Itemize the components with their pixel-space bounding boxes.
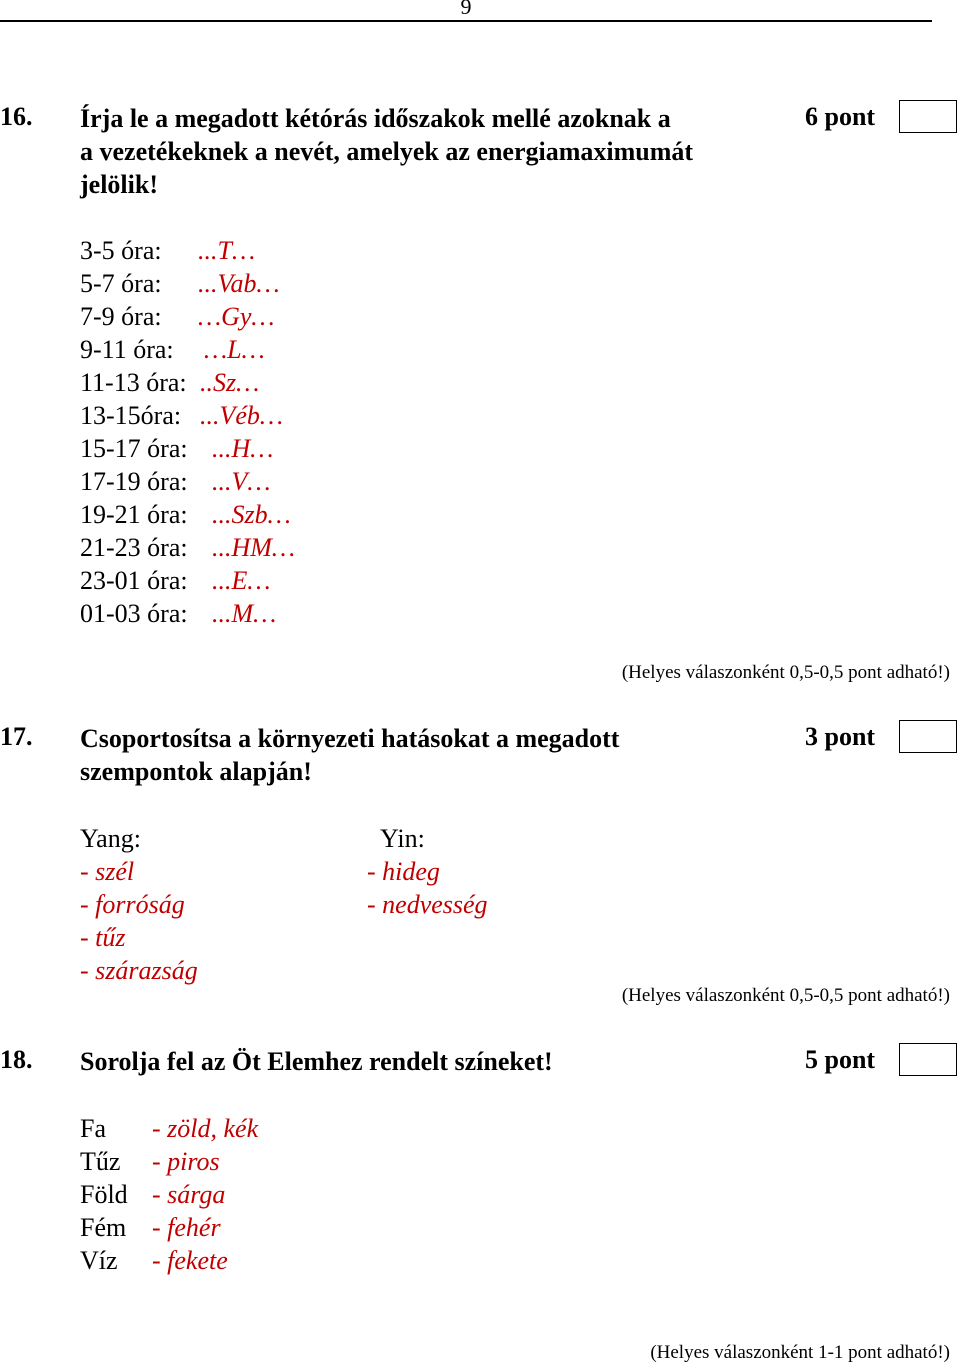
- row-label: 01-03 óra:: [80, 599, 188, 628]
- list-item: - szárazság: [80, 956, 198, 985]
- q16-text-line-1: Írja le a megadott kétórás időszakok mellé azoknak a: [80, 104, 671, 133]
- list-item: - hideg: [367, 857, 440, 886]
- q17-points: 3 pont: [805, 722, 876, 751]
- q18-score-box[interactable]: [899, 1043, 957, 1076]
- list-item: [80, 267, 295, 300]
- row-label: Tűz: [80, 1147, 121, 1176]
- q18-points: 5 pont: [805, 1045, 876, 1074]
- q17-number: 17.: [0, 722, 33, 751]
- list-item: [80, 1178, 258, 1211]
- row-label: 13-15óra:: [80, 401, 182, 430]
- row-answer: ...Szb…: [212, 500, 291, 529]
- list-item: - szél: [80, 857, 135, 886]
- row-label: 11-13 óra:: [80, 368, 187, 397]
- row-label: 9-11 óra:: [80, 335, 174, 364]
- q16-text-line-3: jelölik!: [80, 170, 158, 199]
- row-answer: …Gy…: [198, 302, 275, 331]
- page-number: 9: [460, 0, 472, 19]
- row-label: 5-7 óra:: [80, 269, 162, 298]
- q17-text-line-1: Csoportosítsa a környezeti hatásokat a megadott: [80, 724, 620, 753]
- list-item: [80, 564, 295, 597]
- list-item: [80, 1112, 258, 1145]
- list-item: [80, 1211, 258, 1244]
- q17-text: [80, 722, 619, 788]
- list-item: - tűz: [80, 923, 126, 952]
- list-item: - nedvesség: [367, 890, 488, 919]
- row-label: Víz: [80, 1246, 118, 1275]
- row-answer: - sárga: [152, 1180, 226, 1209]
- yang-column: [80, 822, 198, 987]
- q18-number: 18.: [0, 1045, 33, 1074]
- list-item: [80, 465, 295, 498]
- row-answer: ...T…: [198, 236, 256, 265]
- row-answer: ...Véb…: [200, 401, 284, 430]
- list-item: [80, 498, 295, 531]
- row-label: 21-23 óra:: [80, 533, 188, 562]
- list-item: [80, 300, 295, 333]
- q16-answer-list: [80, 234, 295, 630]
- q18-answer-list: [80, 1112, 258, 1277]
- row-answer: ...M…: [212, 599, 277, 628]
- row-answer: ...H…: [212, 434, 274, 463]
- row-answer: ...V…: [212, 467, 271, 496]
- row-answer: ...HM…: [212, 533, 296, 562]
- list-item: [80, 597, 295, 630]
- list-item: - forróság: [80, 890, 185, 919]
- list-item: [80, 531, 295, 564]
- header-divider: [0, 20, 932, 22]
- q17-score-box[interactable]: [899, 720, 957, 753]
- row-label: 3-5 óra:: [80, 236, 162, 265]
- list-item: [80, 234, 295, 267]
- list-item: [80, 1145, 258, 1178]
- q17-scoring-note: (Helyes válaszonként 0,5-0,5 pont adható!): [621, 985, 950, 1006]
- list-item: [80, 432, 295, 465]
- row-label: 23-01 óra:: [80, 566, 188, 595]
- yin-column: [367, 822, 488, 921]
- q17-text-line-2: szempontok alapján!: [80, 757, 312, 786]
- q16-scoring-note: (Helyes válaszonként 0,5-0,5 pont adható!): [621, 662, 950, 683]
- list-item: [80, 1244, 258, 1277]
- q16-score-box[interactable]: [899, 100, 957, 133]
- row-label: Fa: [80, 1114, 106, 1143]
- row-label: Föld: [80, 1180, 128, 1209]
- yin-label: Yin:: [380, 824, 425, 853]
- row-label: 15-17 óra:: [80, 434, 188, 463]
- list-item: [80, 366, 295, 399]
- row-label: Fém: [80, 1213, 127, 1242]
- list-item: [80, 333, 295, 366]
- q18-scoring-note: (Helyes válaszonként 1-1 pont adható!): [650, 1342, 950, 1363]
- q16-number: 16.: [0, 102, 33, 131]
- list-item: [80, 399, 295, 432]
- q16-points: 6 pont: [805, 102, 876, 131]
- row-answer: ...Vab…: [198, 269, 280, 298]
- row-answer: - zöld, kék: [152, 1114, 259, 1143]
- yang-label: Yang:: [80, 824, 141, 853]
- row-answer: - fehér: [152, 1213, 221, 1242]
- row-label: 17-19 óra:: [80, 467, 188, 496]
- row-label: 7-9 óra:: [80, 302, 162, 331]
- row-answer: ..Sz…: [200, 368, 260, 397]
- q18-text: Sorolja fel az Öt Elemhez rendelt színeket!: [80, 1047, 553, 1076]
- row-answer: ...E…: [212, 566, 271, 595]
- row-answer: - piros: [152, 1147, 220, 1176]
- row-label: 19-21 óra:: [80, 500, 188, 529]
- row-answer: …L…: [204, 335, 265, 364]
- row-answer: - fekete: [152, 1246, 228, 1275]
- q16-text: [80, 102, 693, 201]
- q16-text-line-2: a vezetékeknek a nevét, amelyek az energiamaximumát: [80, 137, 694, 166]
